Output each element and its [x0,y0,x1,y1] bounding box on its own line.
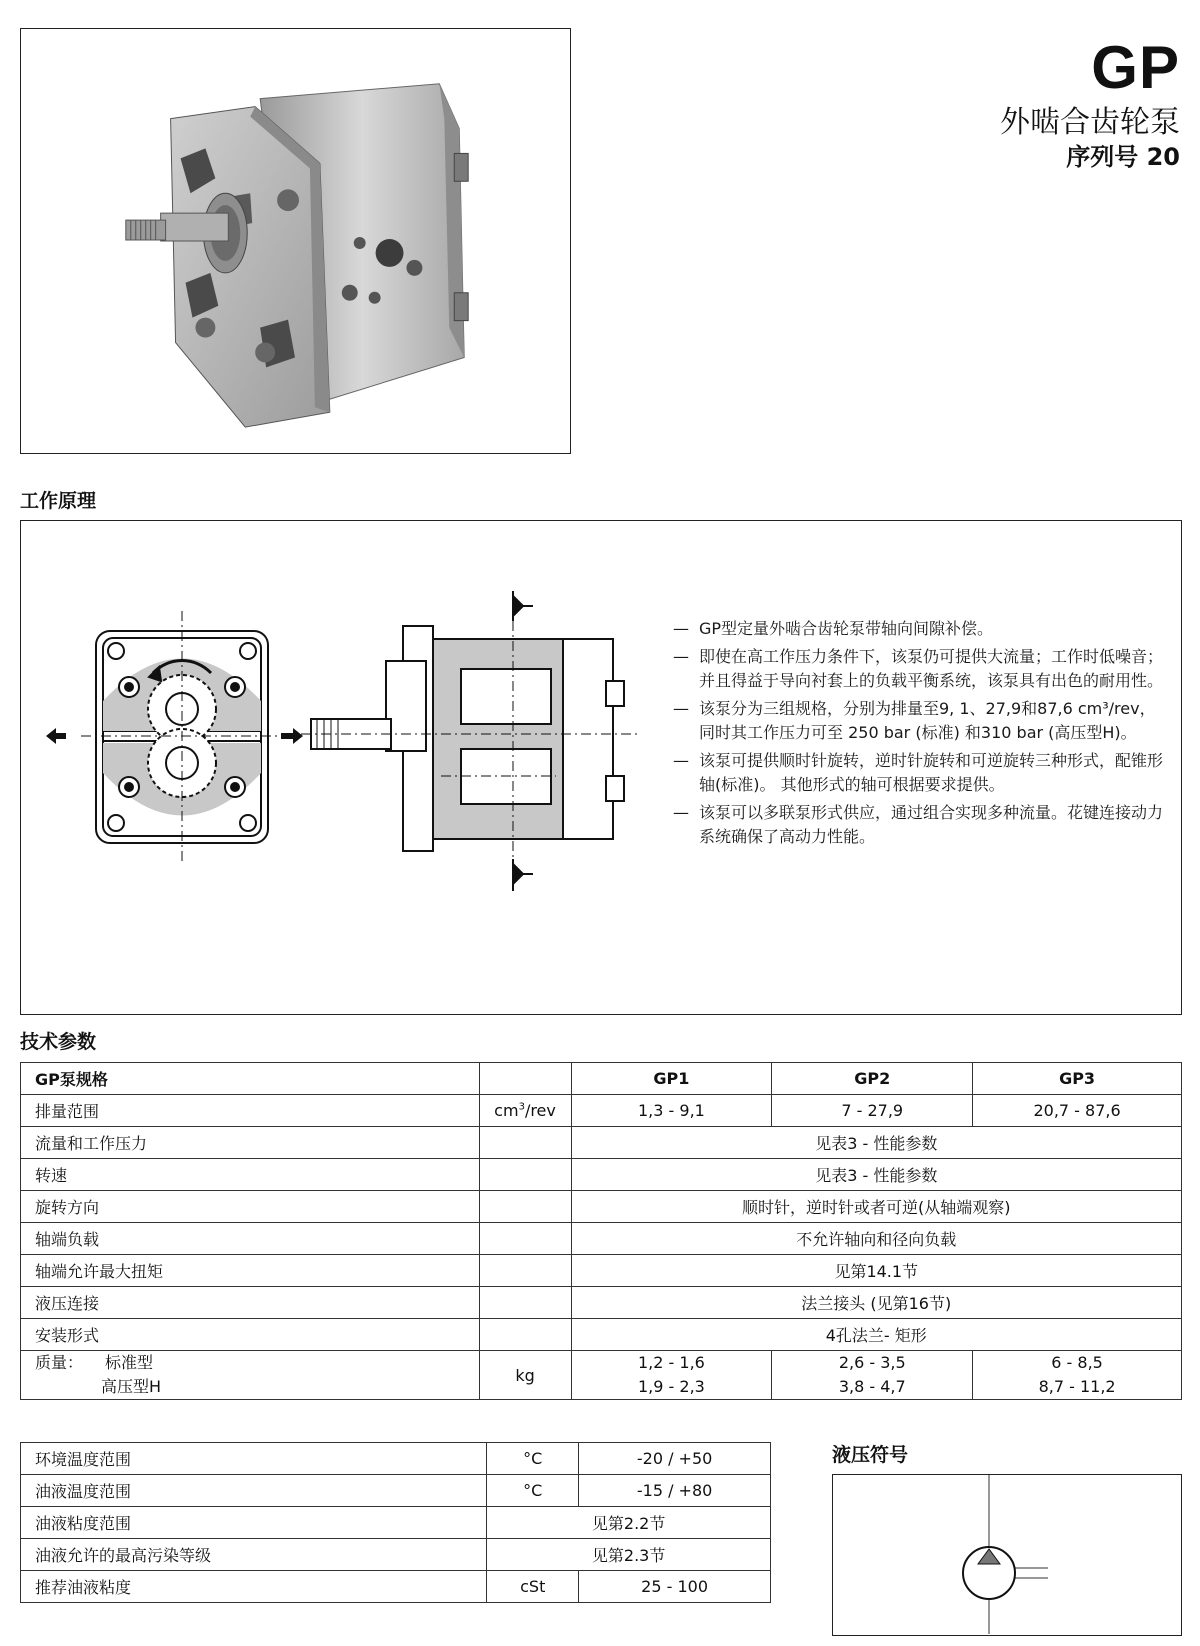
row-unit [479,1191,571,1223]
row-label: 转速 [21,1159,480,1191]
cell-value: 2,6 - 3,5 3,8 - 4,7 [772,1351,973,1400]
cell-value: 见第2.2节 [487,1507,771,1539]
cell-value: 7 - 27,9 [772,1095,973,1127]
table-row [21,1507,771,1539]
side-section-view [301,601,641,891]
principle-panel [20,520,1182,1015]
row-label: 环境温度范围 [21,1443,487,1475]
product-code: GP [1091,34,1180,101]
row-label: 轴端负载 [21,1223,480,1255]
table-row [21,1539,771,1571]
cell-value: 6 - 8,5 8,7 - 11,2 [973,1351,1182,1400]
table-header-cell: GP3 [973,1063,1182,1095]
cell-value: 顺时针，逆时针或者可逆(从轴端观察) [571,1191,1181,1223]
cell-value: -15 / +80 [579,1475,771,1507]
cell-value: 见表3 - 性能参数 [571,1159,1181,1191]
row-label: 液压连接 [21,1287,480,1319]
product-photo [20,28,571,454]
hydraulic-symbol-panel [832,1474,1182,1636]
cell-value: -20 / +50 [579,1443,771,1475]
row-label: 推荐油液粘度 [21,1571,487,1603]
row-label: 轴端允许最大扭矩 [21,1255,480,1287]
row-unit: $cm^3$/rev [479,1095,571,1127]
cell-value: 见第14.1节 [571,1255,1181,1287]
cell-value: 25 - 100 [579,1571,771,1603]
section-principle-title: 工作原理 [20,490,97,512]
cell-value: 1,2 - 1,6 1,9 - 2,3 [571,1351,772,1400]
cell-value: 见第2.3节 [487,1539,771,1571]
table-header-row [21,1063,1182,1095]
table-row [21,1127,1182,1159]
table-row [21,1223,1182,1255]
table-header-cell: GP泵规格 [21,1063,480,1095]
pump-section-diagram [41,591,661,921]
bullet-item: — GP型定量外啮合齿轮泵带轴向间隙补偿。 [673,619,994,638]
row-unit [479,1127,571,1159]
gear-pump-image [21,29,570,453]
table-row [21,1191,1182,1223]
row-label: 油液粘度范围 [21,1507,487,1539]
table-row-mass [21,1351,1182,1400]
row-unit [479,1319,571,1351]
front-view [81,611,283,863]
cell-value: 1,3 - 9,1 [571,1095,772,1127]
cell-value: 不允许轴向和径向负载 [571,1223,1181,1255]
bullet-item: — 即使在高工作压力条件下，该泵仍可提供大流量；工作时低噪音；并且得益于导向衬套上的负载平衡系统，该泵具有出色的耐用性。 [673,647,1164,690]
bullet-item: — 该泵可提供顺时针旋转，逆时针旋转和可逆旋转三种形式，配锥形轴(标准)。 其他形式的轴可根据要求提供。 [673,751,1164,794]
row-label: 流量和工作压力 [21,1127,480,1159]
spec-table [20,1062,1182,1400]
row-label: 油液温度范围 [21,1475,487,1507]
table-header-cell: GP1 [571,1063,772,1095]
row-label: 质量： 标准型 高压型H [21,1351,480,1400]
cell-value: 4孔法兰- 矩形 [571,1319,1181,1351]
cell-value: 20,7 - 87,6 [973,1095,1182,1127]
row-unit [479,1223,571,1255]
row-label: 安装形式 [21,1319,480,1351]
table-row [21,1475,771,1507]
row-unit [479,1287,571,1319]
env-table [20,1442,771,1603]
row-unit: cSt [487,1571,579,1603]
row-unit: °C [487,1475,579,1507]
row-unit: kg [479,1351,571,1400]
series-number: 序列号 20 [1066,143,1180,171]
table-row [21,1319,1182,1351]
bullet-item: — 该泵分为三组规格，分别为排量至9, 1、27,9和87,6 cm³/rev，同时其工作压力可至 250 bar (标准) 和310 bar (高压型H)。 [673,699,1156,742]
pump-symbol-icon [833,1475,1180,1634]
table-row [21,1287,1182,1319]
row-unit [479,1255,571,1287]
row-label: 油液允许的最高污染等级 [21,1539,487,1571]
table-header-cell [479,1063,571,1095]
table-row [21,1095,1182,1127]
cell-value: 法兰接头 (见第16节) [571,1287,1181,1319]
table-header-cell: GP2 [772,1063,973,1095]
principle-bullet-list [673,617,1163,853]
table-row [21,1255,1182,1287]
row-unit: °C [487,1443,579,1475]
section-hydraulic-symbol-title: 液压符号 [832,1444,909,1466]
table-row [21,1159,1182,1191]
cell-value: 见表3 - 性能参数 [571,1127,1181,1159]
row-unit [479,1159,571,1191]
bullet-item: — 该泵可以多联泵形式供应，通过组合实现多种流量。花键连接动力系统确保了高动力性能。 [673,803,1164,846]
section-tech-title: 技术参数 [20,1031,97,1053]
product-title: 外啮合齿轮泵 [1000,105,1180,140]
table-row [21,1443,771,1475]
table-row [21,1571,771,1603]
row-label: 旋转方向 [21,1191,480,1223]
row-label: 排量范围 [21,1095,480,1127]
